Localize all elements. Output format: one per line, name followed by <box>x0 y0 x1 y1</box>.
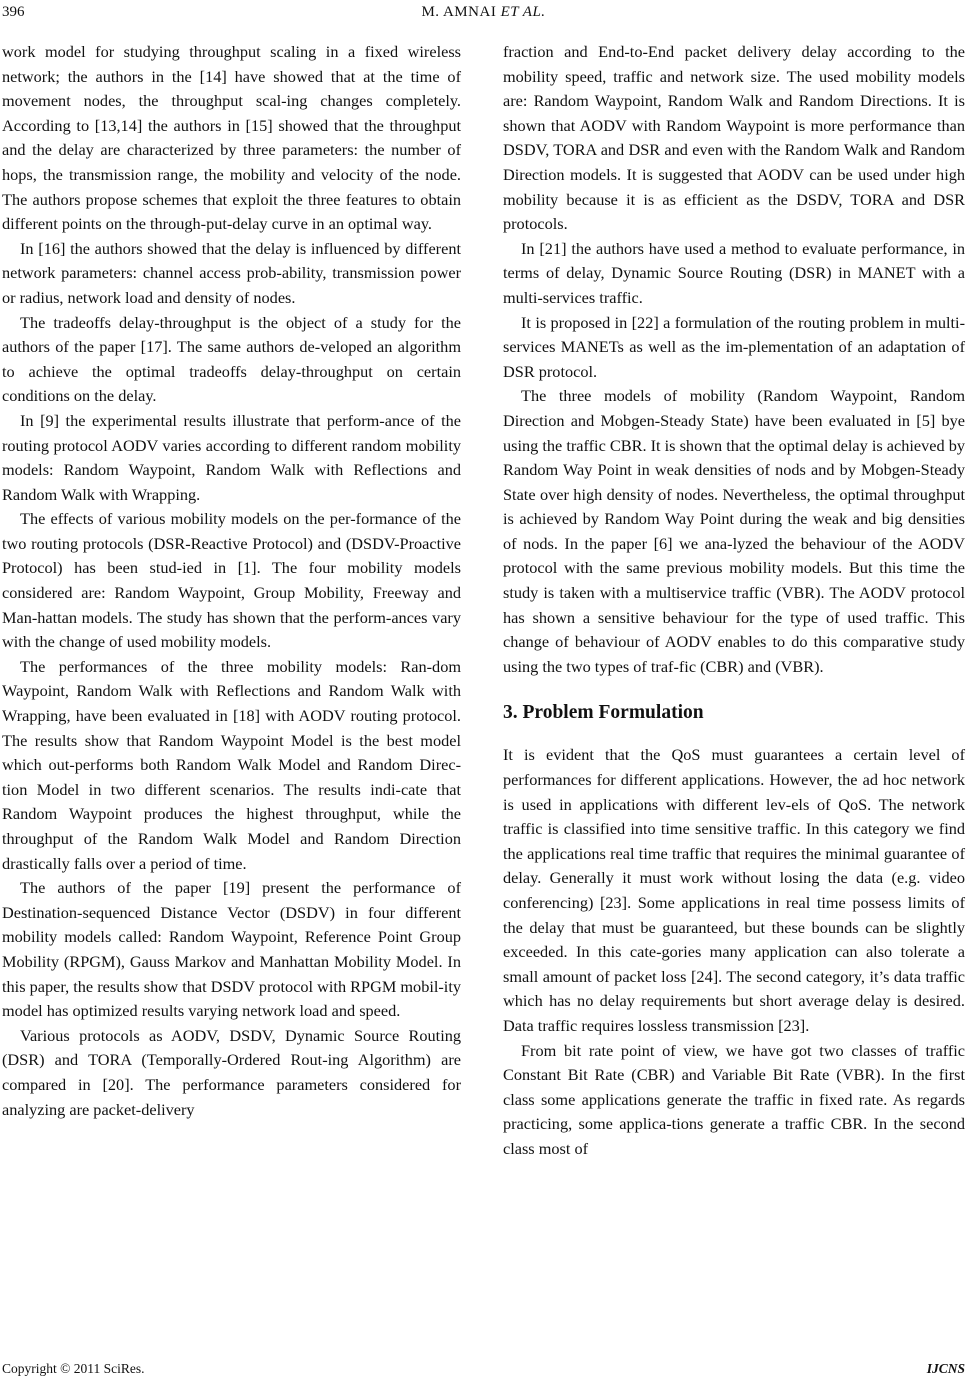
running-head-authors: M. AMNAI <box>421 4 497 20</box>
journal-abbreviation: IJCNS <box>926 1361 965 1376</box>
paragraph: In [16] the authors showed that the delay is influenced by different network parameters: channel access prob-ability, transmission power or radius, network load and density of nodes. <box>2 238 461 307</box>
page-number: 396 <box>2 4 25 20</box>
left-column <box>2 40 461 1122</box>
paragraph: From bit rate point of view, we have got two classes of traffic Constant Bit Rate (CBR) and Variable Bit Rate (VBR). In the first class some applications generate the traffic in fixed rate. As regards practicing, some applica-tions generate a traffic CBR. In the second class most of <box>503 1040 965 1158</box>
paragraph: In [21] the authors have used a method to evaluate performance, in terms of delay, Dynamic Source Routing (DSR) in MANET with a multi-services traffic. <box>503 238 965 307</box>
section-heading: 3. Problem Formulation <box>503 702 704 724</box>
paragraph: The authors of the paper [19] present the performance of Destination-sequenced Distance Vector (DSDV) in four different mobility models called: Random Waypoint, Reference Point Group Mobility (RPGM), Gauss Markov and Manhattan Mobility Model. In this paper, the results show that DSDV protocol with RPGM mobil-ity model has optimized results varying network load and speed. <box>2 878 461 1021</box>
paragraph: In [9] the experimental results illustrate that perform-ance of the routing protocol AODV varies according to different random mobility models: Random Waypoint, Random Walk with Reflections and Random Walk with Wrapping. <box>2 410 461 504</box>
running-head-et-al: ET AL. <box>500 4 546 20</box>
running-head <box>0 4 967 21</box>
paragraph: It is proposed in [22] a formulation of the routing problem in multi-services MANETs as well as the im-plementation of an adaptation of DSR protocol. <box>503 312 965 381</box>
page-header <box>0 0 967 30</box>
paragraph: The three models of mobility (Random Waypoint, Random Direction and Mobgen-Steady State) have been evaluated in [5] bye using the traffic CBR. It is shown that the optimal delay is achieved by Random Way Point in weak densities of nods and by Mobgen-Steady State over high density of nodes. Nevertheless, the optimal throughput is achieved by Random Way Point during the weak and big densities of nods. In the paper [6] we ana-lyzed the behaviour of the AODV protocol with the same previous mobility models. But this time the study is taken with a multiservice traffic (VBR). The AODV protocol has shown a sensitive behaviour for the type of used traffic. This change of behaviour of AODV enables to do this comparative study using the two types of traf-fic (CBR) and (VBR). <box>503 386 965 676</box>
paragraph: The effects of various mobility models on the per-formance of the two routing protocols (DSR-Reactive Protocol) and (DSDV-Proactive Protocol) has been stud-ied in [1]. The four mobility models considered are: Random Waypoint, Group Mobility, Freeway and Man-hattan models. The study has shown that the perform-ances vary with the change of used mobility models. <box>2 509 461 652</box>
copyright-notice: Copyright © 2011 SciRes. <box>2 1361 145 1376</box>
right-column <box>503 40 965 1162</box>
paragraph: The tradeoffs delay-throughput is the object of a study for the authors of the paper [17]. The same authors de-veloped an algorithm to achieve the optimal tradeoffs delay-throughput on certain conditions on the delay. <box>2 312 461 406</box>
paragraph: fraction and End-to-End packet delivery delay according to the mobility speed, traffic and network size. The used mobility models are: Random Waypoint, Random Walk and Random Directions. It is shown that AODV with Random Waypoint is more performance than DSDV, TORA and DSR and even with the Random Walk and Random Direction models. It is suggested that AODV can be used under high mobility because it is as efficient as the DSDV, TORA and DSR protocols. <box>503 42 965 234</box>
paragraph: work model for studying throughput scaling in a fixed wireless network; the authors in the [14] have showed that at the time of movement nodes, the throughput scal-ing changes completely. According to [13,14] the authors in [15] showed that the throughput and the delay are characterized by three parameters: the number of hops, the transmission range, the mobility and velocity of the node. The authors propose schemes that exploit the three features to obtain different points on the through-put-delay curve in an optimal way. <box>2 42 461 234</box>
paragraph: The performances of the three mobility models: Ran-dom Waypoint, Random Walk with Reflections and Random Walk with Wrapping, have been evaluated in [18] with AODV routing protocol. The results show that Random Waypoint Model is the best model which out-performs both Random Walk Model and Random Direc-tion Model in two different scenarios. The results indi-cate that Random Waypoint produces the highest throughput, while the throughput of the Random Walk Model and Random Direction drastically falls over a period of time. <box>2 656 461 873</box>
paragraph: Various protocols as AODV, DSDV, Dynamic Source Routing (DSR) and TORA (Temporally-Ordered Rout-ing Algorithm) are compared in [20]. The performance parameters considered for analyzing are packet-delivery <box>2 1025 461 1119</box>
page-footer <box>0 1361 967 1381</box>
paragraph: It is evident that the QoS must guarantees a certain level of performances for different applications. However, the ad hoc network is used in applications with different lev-els of QoS. The network traffic is classified into time sensitive traffic. In this category we find the applications real time traffic that requires the minimal guarantee of delay. Generally it must work without losing the data (e.g. video conferencing) [23]. Some applications in real time possess limits of the delay that must be guaranteed, but these bounds can be slightly exceeded. In this cate-gories many application can also tolerate a small amount of packet loss [24]. The second category, it’s data traffic which has no delay requirements but short average delay is desired. Data traffic requires lossless transmission [23]. <box>503 745 965 1035</box>
